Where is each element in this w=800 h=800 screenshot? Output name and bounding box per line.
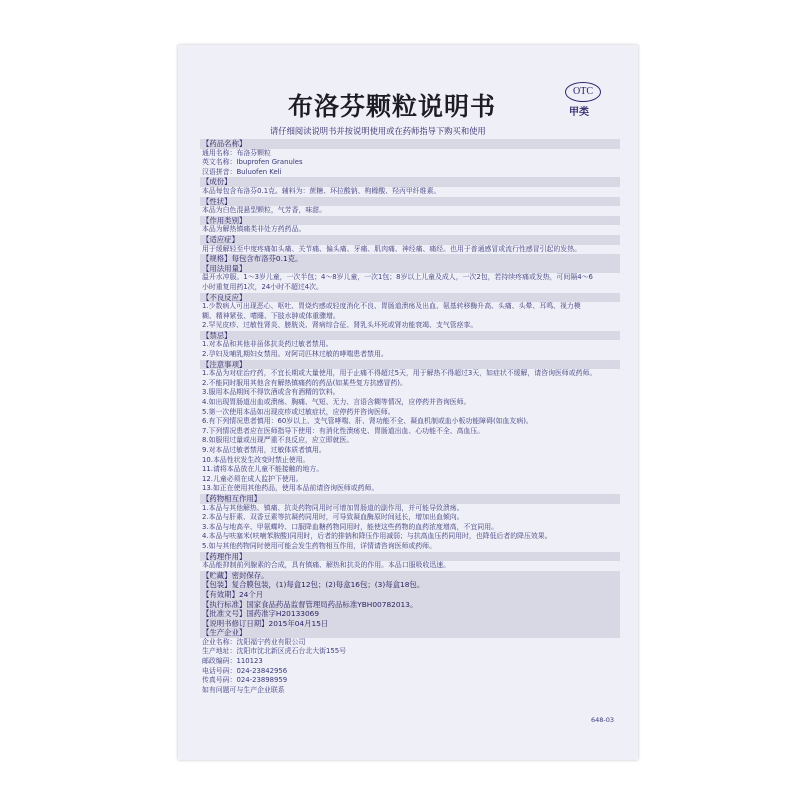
section-title: 【包装】复合膜包装，(1)每盒12包；(2)每盒16包；(3)每盒18包。 [200, 580, 620, 590]
section-title: 【批准文号】国药准字H20133069 [200, 609, 620, 619]
section-line: 6.有下列情况患者慎用：60岁以上、支气管哮喘、肝、肾功能不全、凝血机制或血小板功能障碍(如血友病)。 [202, 417, 533, 426]
section [200, 177, 620, 196]
section-line: 1.本品与其他解热、镇痛、抗炎药物同用时可增加胃肠道的副作用，并可能导致溃疡。 [202, 503, 464, 512]
section-line: 3.服用本品期间不得饮酒或含有酒精的饮料。 [202, 388, 340, 397]
section-line: 糊、精神紧张、嗜睡、下肢水肿或体重骤增。 [202, 311, 340, 320]
section-line: 汉语拼音：Buluofen Keli [202, 167, 282, 176]
section-line: 小时重复用药1次，24小时不超过4次。 [202, 282, 323, 291]
section-line: 10.本品性状发生改变时禁止使用。 [202, 455, 310, 464]
section [200, 580, 620, 590]
otc-class-label: 甲类 [569, 107, 589, 118]
section [200, 628, 620, 695]
section [200, 571, 620, 581]
section-line: 邮政编码：110123 [202, 657, 263, 666]
section-title: 【生产企业】 [200, 628, 620, 638]
leaflet-sheet [178, 45, 638, 760]
leaflet-title: 布洛芬颗粒说明书 [288, 92, 497, 121]
print-code: 648-03 [590, 716, 614, 724]
section [200, 619, 620, 629]
section [200, 600, 620, 610]
section-line: 电话号码：024-23842956 [202, 666, 288, 675]
leaflet-subtitle: 请仔细阅读说明书并按说明使用或在药师指导下购买和使用 [270, 126, 486, 136]
leaflet-content [200, 139, 620, 695]
section [200, 494, 620, 552]
section-line: 1.对本品和其他非甾体抗炎药过敏者禁用。 [202, 340, 333, 349]
section-line: 生产地址：沈阳市沈北新区虎石台北大街155号 [202, 647, 347, 656]
section-line: 13.如正在使用其他药品，使用本品前请咨询医师或药师。 [202, 484, 379, 493]
section [200, 590, 620, 600]
section-line: 9.对本品过敏者禁用，过敏体质者慎用。 [202, 446, 326, 454]
section-title: 【适应症】 [200, 235, 620, 245]
section-line: 温开水冲服。1～3岁儿童，一次半包；4～8岁儿童，一次1包；8岁以上儿童及成人，一次2包，若持续疼痛或发热，可间隔4～6 [202, 273, 593, 282]
section [200, 216, 620, 235]
section-line: 4.本品与呋塞米(呋喃苯胺酸)同用时，后者的排钠和降压作用减弱；与抗高血压药同用时，也降低后者的降压效果。 [202, 532, 552, 541]
section-line: 11.请将本品放在儿童不能接触的地方。 [202, 465, 324, 474]
section-title: 【药品名称】 [200, 139, 620, 149]
section-title: 【说明书修订日期】2015年04月15日 [200, 619, 620, 629]
section-title: 【性状】 [200, 197, 620, 207]
section-line: 本品为白色混悬型颗粒，气芳香，味甜。 [202, 206, 327, 215]
section-title: 【执行标准】国家食品药品监督管理局药品标准YBH00782013。 [200, 600, 620, 610]
section-line: 英文名称：Ibuprofen Granules [202, 158, 303, 167]
section [200, 235, 620, 254]
section [200, 264, 620, 293]
section-line: 4.如出现胃肠道出血或溃疡、胸痛、气短、无力、言语含糊等情况，应停药并咨询医师。 [202, 398, 471, 407]
section-line: 2.本品与肝素、双香豆素等抗凝药同用时，可导致凝血酶原时间延长，增加出血倾向。 [202, 513, 464, 522]
section-title: 【成份】 [200, 177, 620, 187]
section-title: 【不良反应】 [200, 293, 620, 303]
section-title: 【药物相互作用】 [200, 494, 620, 504]
section [200, 139, 620, 177]
section-line: 2.不能同时服用其他含有解热镇痛药的药品(如某些复方抗感冒药)。 [202, 378, 407, 387]
section-line: 如有问题可与生产企业联系 [202, 685, 285, 694]
section-line: 1.本品为对症治疗药，不宜长期或大量使用，用于止痛不得超过5天，用于解热不得超过3天，如症状不缓解，请咨询医师或药师。 [202, 369, 597, 378]
section-line: 本品为解热镇痛类非处方药药品。 [202, 225, 306, 234]
section-line: 传真号码：024-23898959 [202, 676, 288, 685]
section-line: 企业名称：沈阳福宁药业有限公司 [202, 637, 306, 646]
section-title: 【作用类别】 [200, 216, 620, 226]
section-line: 12.儿童必须在成人监护下使用。 [202, 474, 303, 483]
section-title: 【注意事项】 [200, 360, 620, 370]
section-line: 通用名称：布洛芬颗粒 [202, 148, 271, 157]
section-line: 用于缓解轻至中度疼痛如头痛、关节痛、偏头痛、牙痛、肌肉痛、神经痛、痛经。也用于普通感冒或流行性感冒引起的发热。 [202, 244, 581, 253]
section-line: 5.如与其他药物同时使用可能会发生药物相互作用，详情请咨询医师或药师。 [202, 541, 436, 550]
section-title: 【规格】每包含布洛芬0.1克。 [200, 254, 620, 264]
otc-badge: OTC [565, 82, 601, 102]
section-line: 本品能抑制前列腺素的合成，具有镇痛、解热和抗炎的作用。本品口服吸收迅速。 [202, 561, 451, 570]
section-line: 5.第一次使用本品如出现皮疹或过敏症状，应停药并咨询医师。 [202, 407, 395, 416]
section [200, 609, 620, 619]
section [200, 552, 620, 571]
section-line: 7.下列情况患者应在医师指导下使用：有消化性溃疡史、胃肠道出血、心功能不全、高血压。 [202, 426, 485, 435]
section-title: 【用法用量】 [200, 264, 620, 274]
section [200, 293, 620, 331]
section-line: 2.罕见皮疹、过敏性肾炎、膀胱炎、肾病综合征、肾乳头坏死或肾功能衰竭、支气管痉挛。 [202, 321, 478, 330]
section-line: 本品每包含布洛芬0.1克。辅料为：蔗糖、环拉酸钠、枸橼酸、羟丙甲纤维素。 [202, 186, 441, 195]
section [200, 254, 620, 264]
section-line: 8.如服用过量或出现严重不良反应，应立即就医。 [202, 436, 354, 445]
section-line: 3.本品与地高辛、甲氨蝶呤、口服降血糖药物同用时，能使这些药物的血药浓度增高，不宜同用。 [202, 522, 498, 531]
section-line: 2.孕妇及哺乳期妇女禁用。对阿司匹林过敏的哮喘患者禁用。 [202, 350, 388, 359]
section-title: 【药理作用】 [200, 552, 620, 562]
section-line: 1.少数病人可出现恶心、呕吐、胃烧灼感或轻度消化不良、胃肠道溃疡及出血、氨基转移酶升高、头痛、头晕、耳鸣、视力模 [202, 302, 581, 311]
section-title: 【贮藏】密封保存。 [200, 571, 620, 581]
section-title: 【禁忌】 [200, 331, 620, 341]
section [200, 360, 620, 494]
section [200, 331, 620, 360]
section [200, 197, 620, 216]
section-title: 【有效期】24个月 [200, 590, 620, 600]
